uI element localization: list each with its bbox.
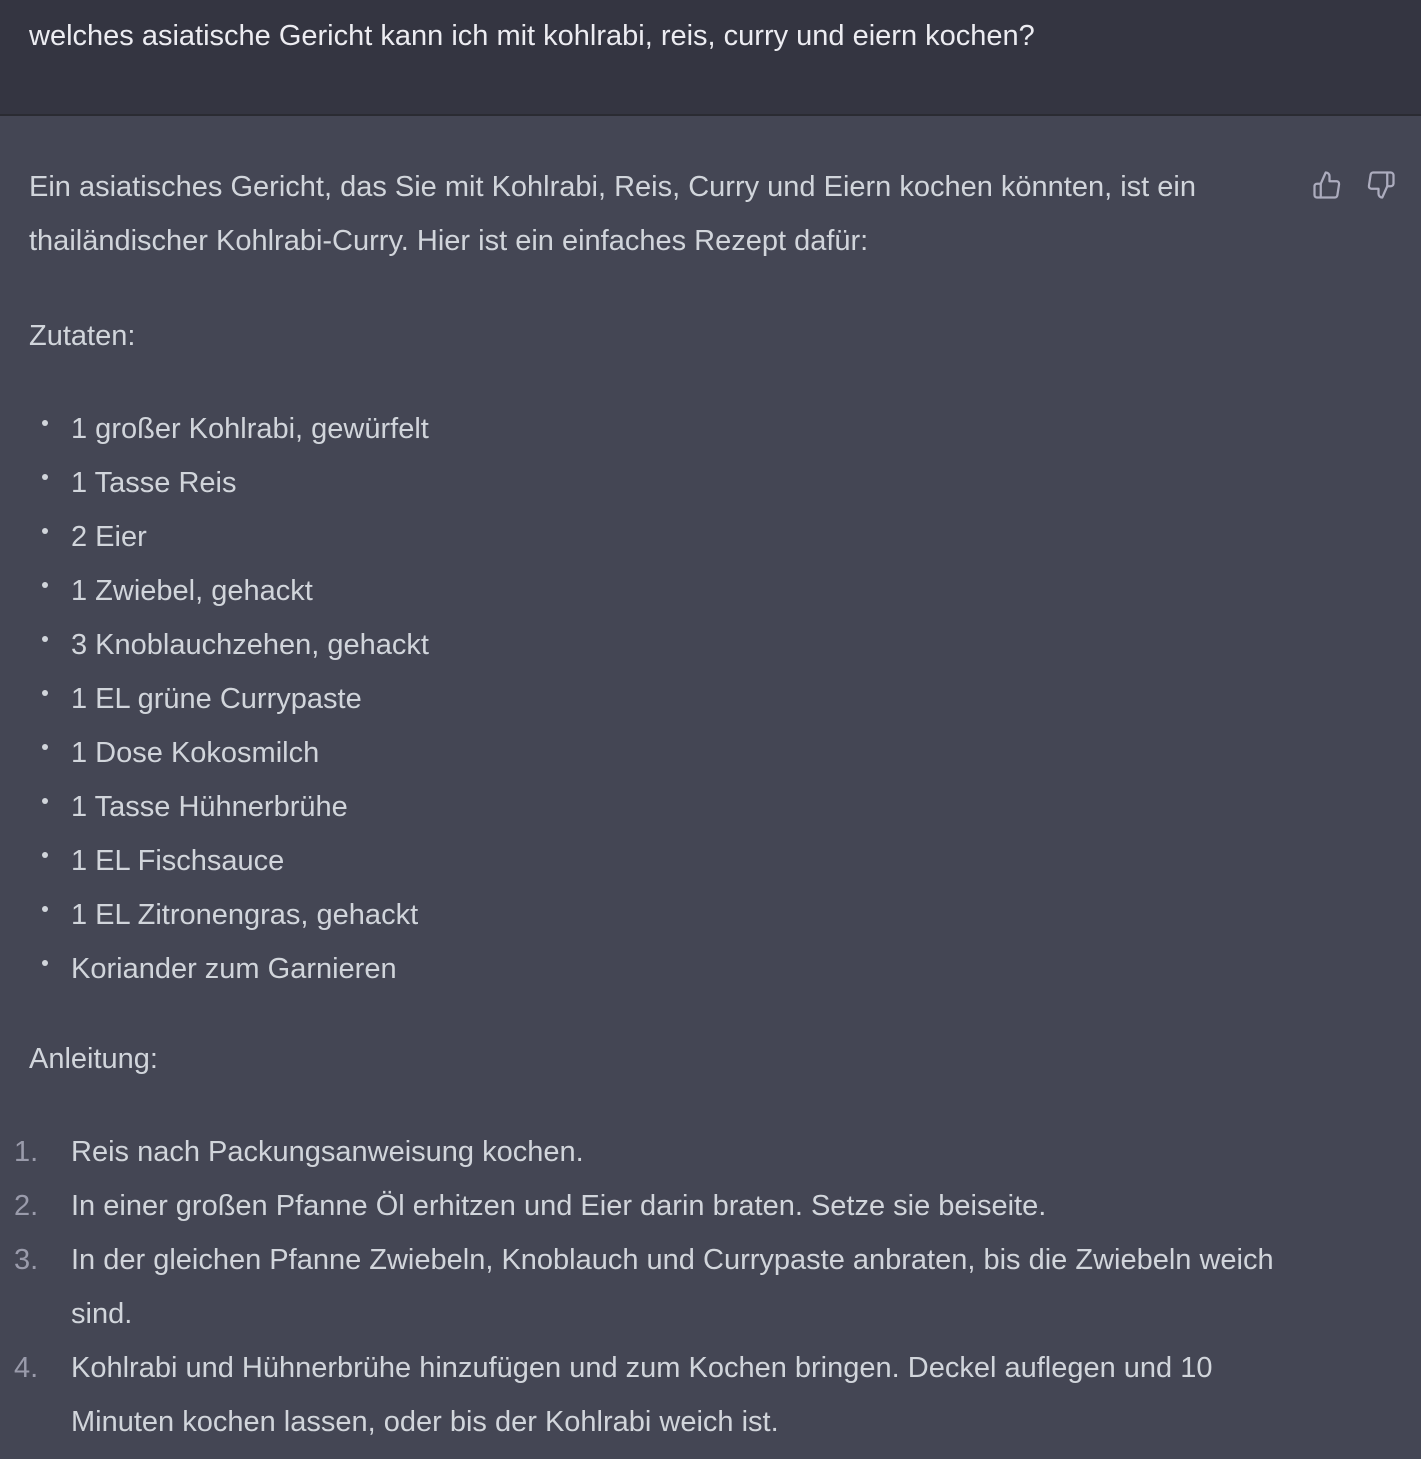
- ingredient-item: [0, 942, 429, 996]
- ingredient-text: 1 Zwiebel, gehackt: [71, 575, 313, 607]
- ingredient-text: 1 EL Fischsauce: [71, 845, 285, 877]
- ingredient-text: 3 Knoblauchzehen, gehackt: [71, 629, 429, 661]
- user-message-text: welches asiatische Gericht kann ich mit kohlrabi, reis, curry und eiern kochen?: [29, 20, 1035, 52]
- user-message-row: [0, 0, 1421, 116]
- thumbs-up-icon: [1312, 170, 1342, 200]
- ingredient-item: [0, 672, 429, 726]
- ingredient-text: 1 EL grüne Currypaste: [71, 683, 362, 715]
- ingredient-item: [0, 564, 429, 618]
- ingredient-text: 1 Tasse Reis: [71, 467, 237, 499]
- bullet-icon: [42, 960, 48, 966]
- thumbs-up-button[interactable]: [1311, 169, 1343, 201]
- step-text: Kohlrabi und Hühnerbrühe hinzufügen und zum Kochen bringen. Deckel auflegen und 10 Minuten kochen lassen, oder bis der Kohlrabi weich ist.: [71, 1352, 1213, 1438]
- bullet-icon: [42, 528, 48, 534]
- instruction-step: [0, 1125, 1291, 1179]
- step-number: 1.: [14, 1136, 39, 1168]
- ingredient-item: [0, 456, 429, 510]
- step-number: 4.: [14, 1352, 39, 1384]
- step-text: In der gleichen Pfanne Zwiebeln, Knoblauch und Currypaste anbraten, bis die Zwiebeln weich sind.: [71, 1244, 1274, 1330]
- bullet-icon: [42, 420, 48, 426]
- ingredient-item: [0, 834, 429, 888]
- ingredient-text: 1 großer Kohlrabi, gewürfelt: [71, 413, 429, 445]
- bullet-icon: [42, 582, 48, 588]
- ingredient-text: 1 Dose Kokosmilch: [71, 737, 320, 769]
- bullet-icon: [42, 474, 48, 480]
- ingredients-list: [0, 402, 429, 996]
- assistant-intro-text: Ein asiatisches Gericht, das Sie mit Kohlrabi, Reis, Curry und Eiern kochen könnten, ist ein thailändischer Kohlrabi-Curry. Hier ist ein einfaches Rezept dafür:: [29, 171, 1196, 257]
- step-text: In einer großen Pfanne Öl erhitzen und Eier darin braten. Setze sie beiseite.: [71, 1190, 1047, 1222]
- instructions-heading: Anleitung:: [29, 1043, 158, 1075]
- ingredient-item: [0, 888, 429, 942]
- ingredient-text: 2 Eier: [71, 521, 147, 553]
- instruction-step: [0, 1233, 1291, 1341]
- assistant-message-row: [0, 116, 1421, 1459]
- ingredient-item: [0, 780, 429, 834]
- instruction-step: [0, 1341, 1291, 1449]
- thumbs-down-button[interactable]: [1365, 169, 1397, 201]
- ingredient-item: [0, 618, 429, 672]
- thumbs-down-icon: [1366, 170, 1396, 200]
- ingredient-text: 1 Tasse Hühnerbrühe: [71, 791, 348, 823]
- instructions-list: [0, 1125, 1421, 1449]
- step-text: Reis nach Packungsanweisung kochen.: [71, 1136, 584, 1168]
- bullet-icon: [42, 852, 48, 858]
- ingredients-heading: Zutaten:: [29, 320, 136, 352]
- bullet-icon: [42, 636, 48, 642]
- bullet-icon: [42, 906, 48, 912]
- step-number: 3.: [14, 1244, 39, 1276]
- bullet-icon: [42, 744, 48, 750]
- bullet-icon: [42, 690, 48, 696]
- ingredient-item: [0, 726, 429, 780]
- feedback-buttons: [1311, 169, 1397, 201]
- step-number: 2.: [14, 1190, 39, 1222]
- ingredient-text: Koriander zum Garnieren: [71, 953, 397, 985]
- ingredient-item: [0, 402, 429, 456]
- ingredient-item: [0, 510, 429, 564]
- ingredient-text: 1 EL Zitronengras, gehackt: [71, 899, 419, 931]
- instruction-step: [0, 1179, 1291, 1233]
- bullet-icon: [42, 798, 48, 804]
